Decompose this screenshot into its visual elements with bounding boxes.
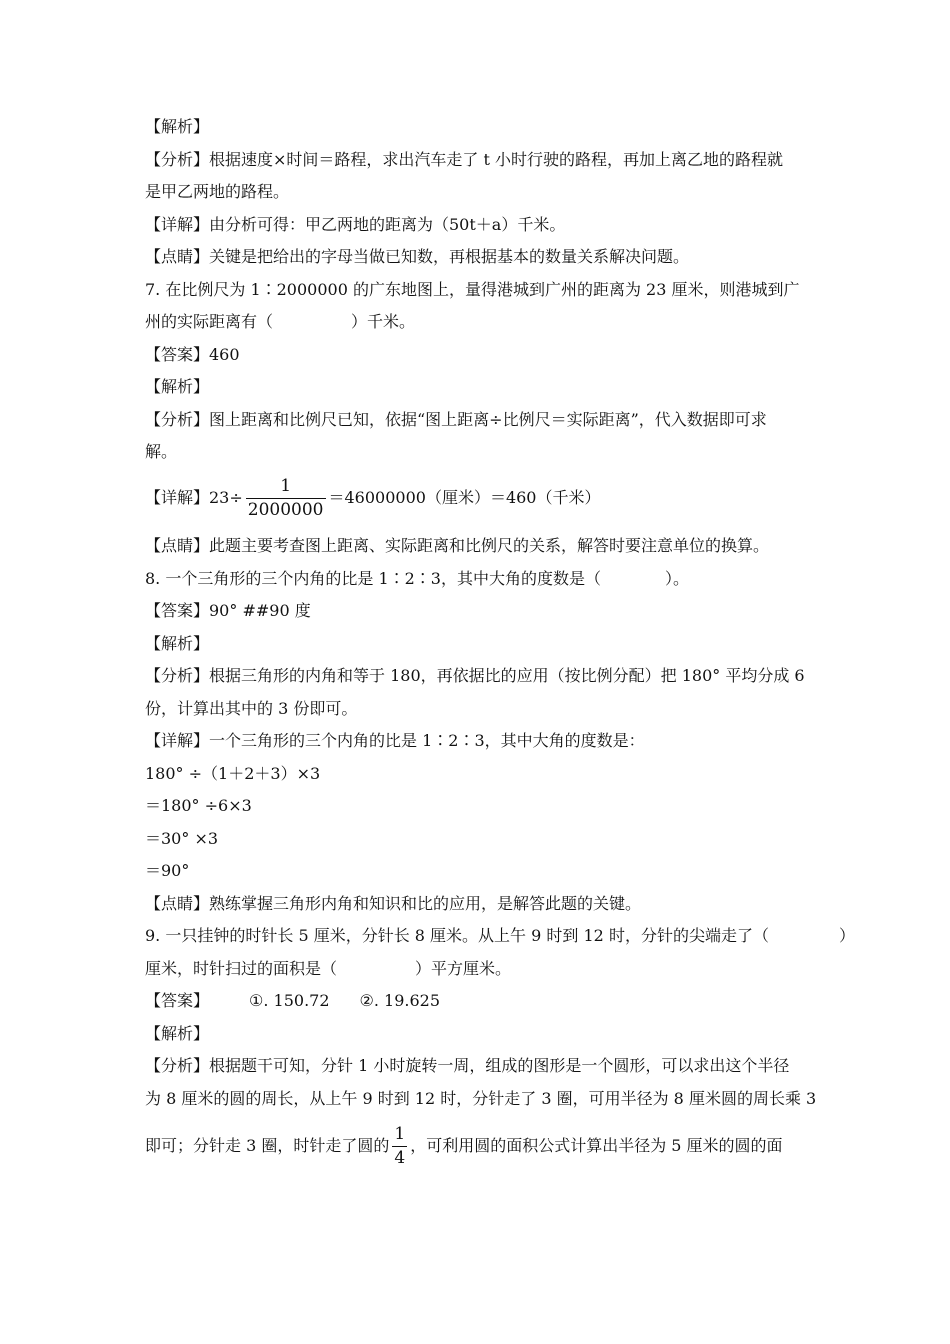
text-line: 【点睛】熟练掌握三角形内角和知识和比的应用，是解答此题的关键。 [145, 894, 642, 913]
answer-line: 【答案】 ①. 150.72 ②. 19.625 [145, 991, 441, 1010]
fraction-denominator: 2000000 [247, 500, 324, 520]
text-line: 【详解】一个三角形的三个内角的比是 1∶2∶3，其中大角的度数是： [145, 731, 645, 750]
question-8: 8. 一个三角形的三个内角的比是 1∶2∶3，其中大角的度数是（ ）。 [145, 569, 689, 588]
equation-line: 180° ÷（1＋2＋3）×3 [145, 764, 321, 783]
question-9: 9. 一只挂钟的时针长 5 厘米，分针长 8 厘米。从上午 9 时到 12 时，分针的尖端走了（ ） [145, 926, 855, 945]
text-line: 【解析】 [145, 634, 210, 653]
fraction-denominator: 4 [394, 1148, 406, 1168]
detail-line-fraction: 【详解】23÷ $\frac{1}{2000000}$ ＝46000000（厘米）＝460（千米） [145, 476, 601, 520]
text-line: 【分析】根据三角形的内角和等于 180，再依据比的应用（按比例分配）把 180° 平均分成 6 [145, 666, 805, 685]
text-line: 【分析】图上距离和比例尺已知，依据“图上距离÷比例尺＝实际距离”，代入数据即可求 [145, 410, 767, 429]
text-line: 厘米，时针扫过的面积是（ ）平方厘米。 [145, 959, 512, 978]
text-line: 【点睛】此题主要考查图上距离、实际距离和比例尺的关系，解答时要注意单位的换算。 [145, 536, 770, 555]
equation-line: ＝180° ÷6×3 [145, 796, 252, 815]
answer-line: 【答案】90° ##90 度 [145, 601, 311, 620]
fraction-numerator: 1 [394, 1124, 406, 1144]
text-line: 【分析】根据速度×时间＝路程，求出汽车走了 t 小时行驶的路程，再加上离乙地的路程就 [145, 150, 784, 169]
fraction [246, 478, 326, 519]
answer-line: 【答案】460 [145, 345, 240, 364]
text-line: 是甲乙两地的路程。 [145, 182, 290, 201]
question-7: 7. 在比例尺为 1∶2000000 的广东地图上，量得港城到广州的距离为 23 厘米，则港城到广 [145, 280, 800, 299]
text-line: 为 8 厘米的圆的周长，从上午 9 时到 12 时，分针走了 3 圈，可用半径为 8 厘米圆的周长乘 3 [145, 1089, 817, 1108]
text-line: 【解析】 [145, 377, 210, 396]
text-line: 【点睛】关键是把给出的字母当做已知数，再根据基本的数量关系解决问题。 [145, 247, 690, 266]
text-line: 份，计算出其中的 3 份即可。 [145, 699, 358, 718]
fraction-numerator: 1 [280, 476, 292, 496]
analysis-line-fraction: 即可；分针走 3 圈，时针走了圆的 $\frac{1}{4}$ ，可利用圆的面积公式计算出半径为 5 厘米的圆的面 [145, 1124, 783, 1168]
text-line: 解。 [145, 442, 178, 461]
text-line: 【详解】由分析可得：甲乙两地的距离为（50t＋a）千米。 [145, 215, 566, 234]
text-line: 【解析】 [145, 1024, 210, 1043]
text-line: 【解析】 [145, 117, 210, 136]
equation-line: ＝30° ×3 [145, 829, 219, 848]
equation-line: ＝90° [145, 861, 190, 880]
text-line: 州的实际距离有（ ）千米。 [145, 312, 416, 331]
text-line: 【分析】根据题干可知，分针 1 小时旋转一周，组成的图形是一个圆形，可以求出这个半径 [145, 1056, 790, 1075]
fraction [392, 1126, 407, 1167]
